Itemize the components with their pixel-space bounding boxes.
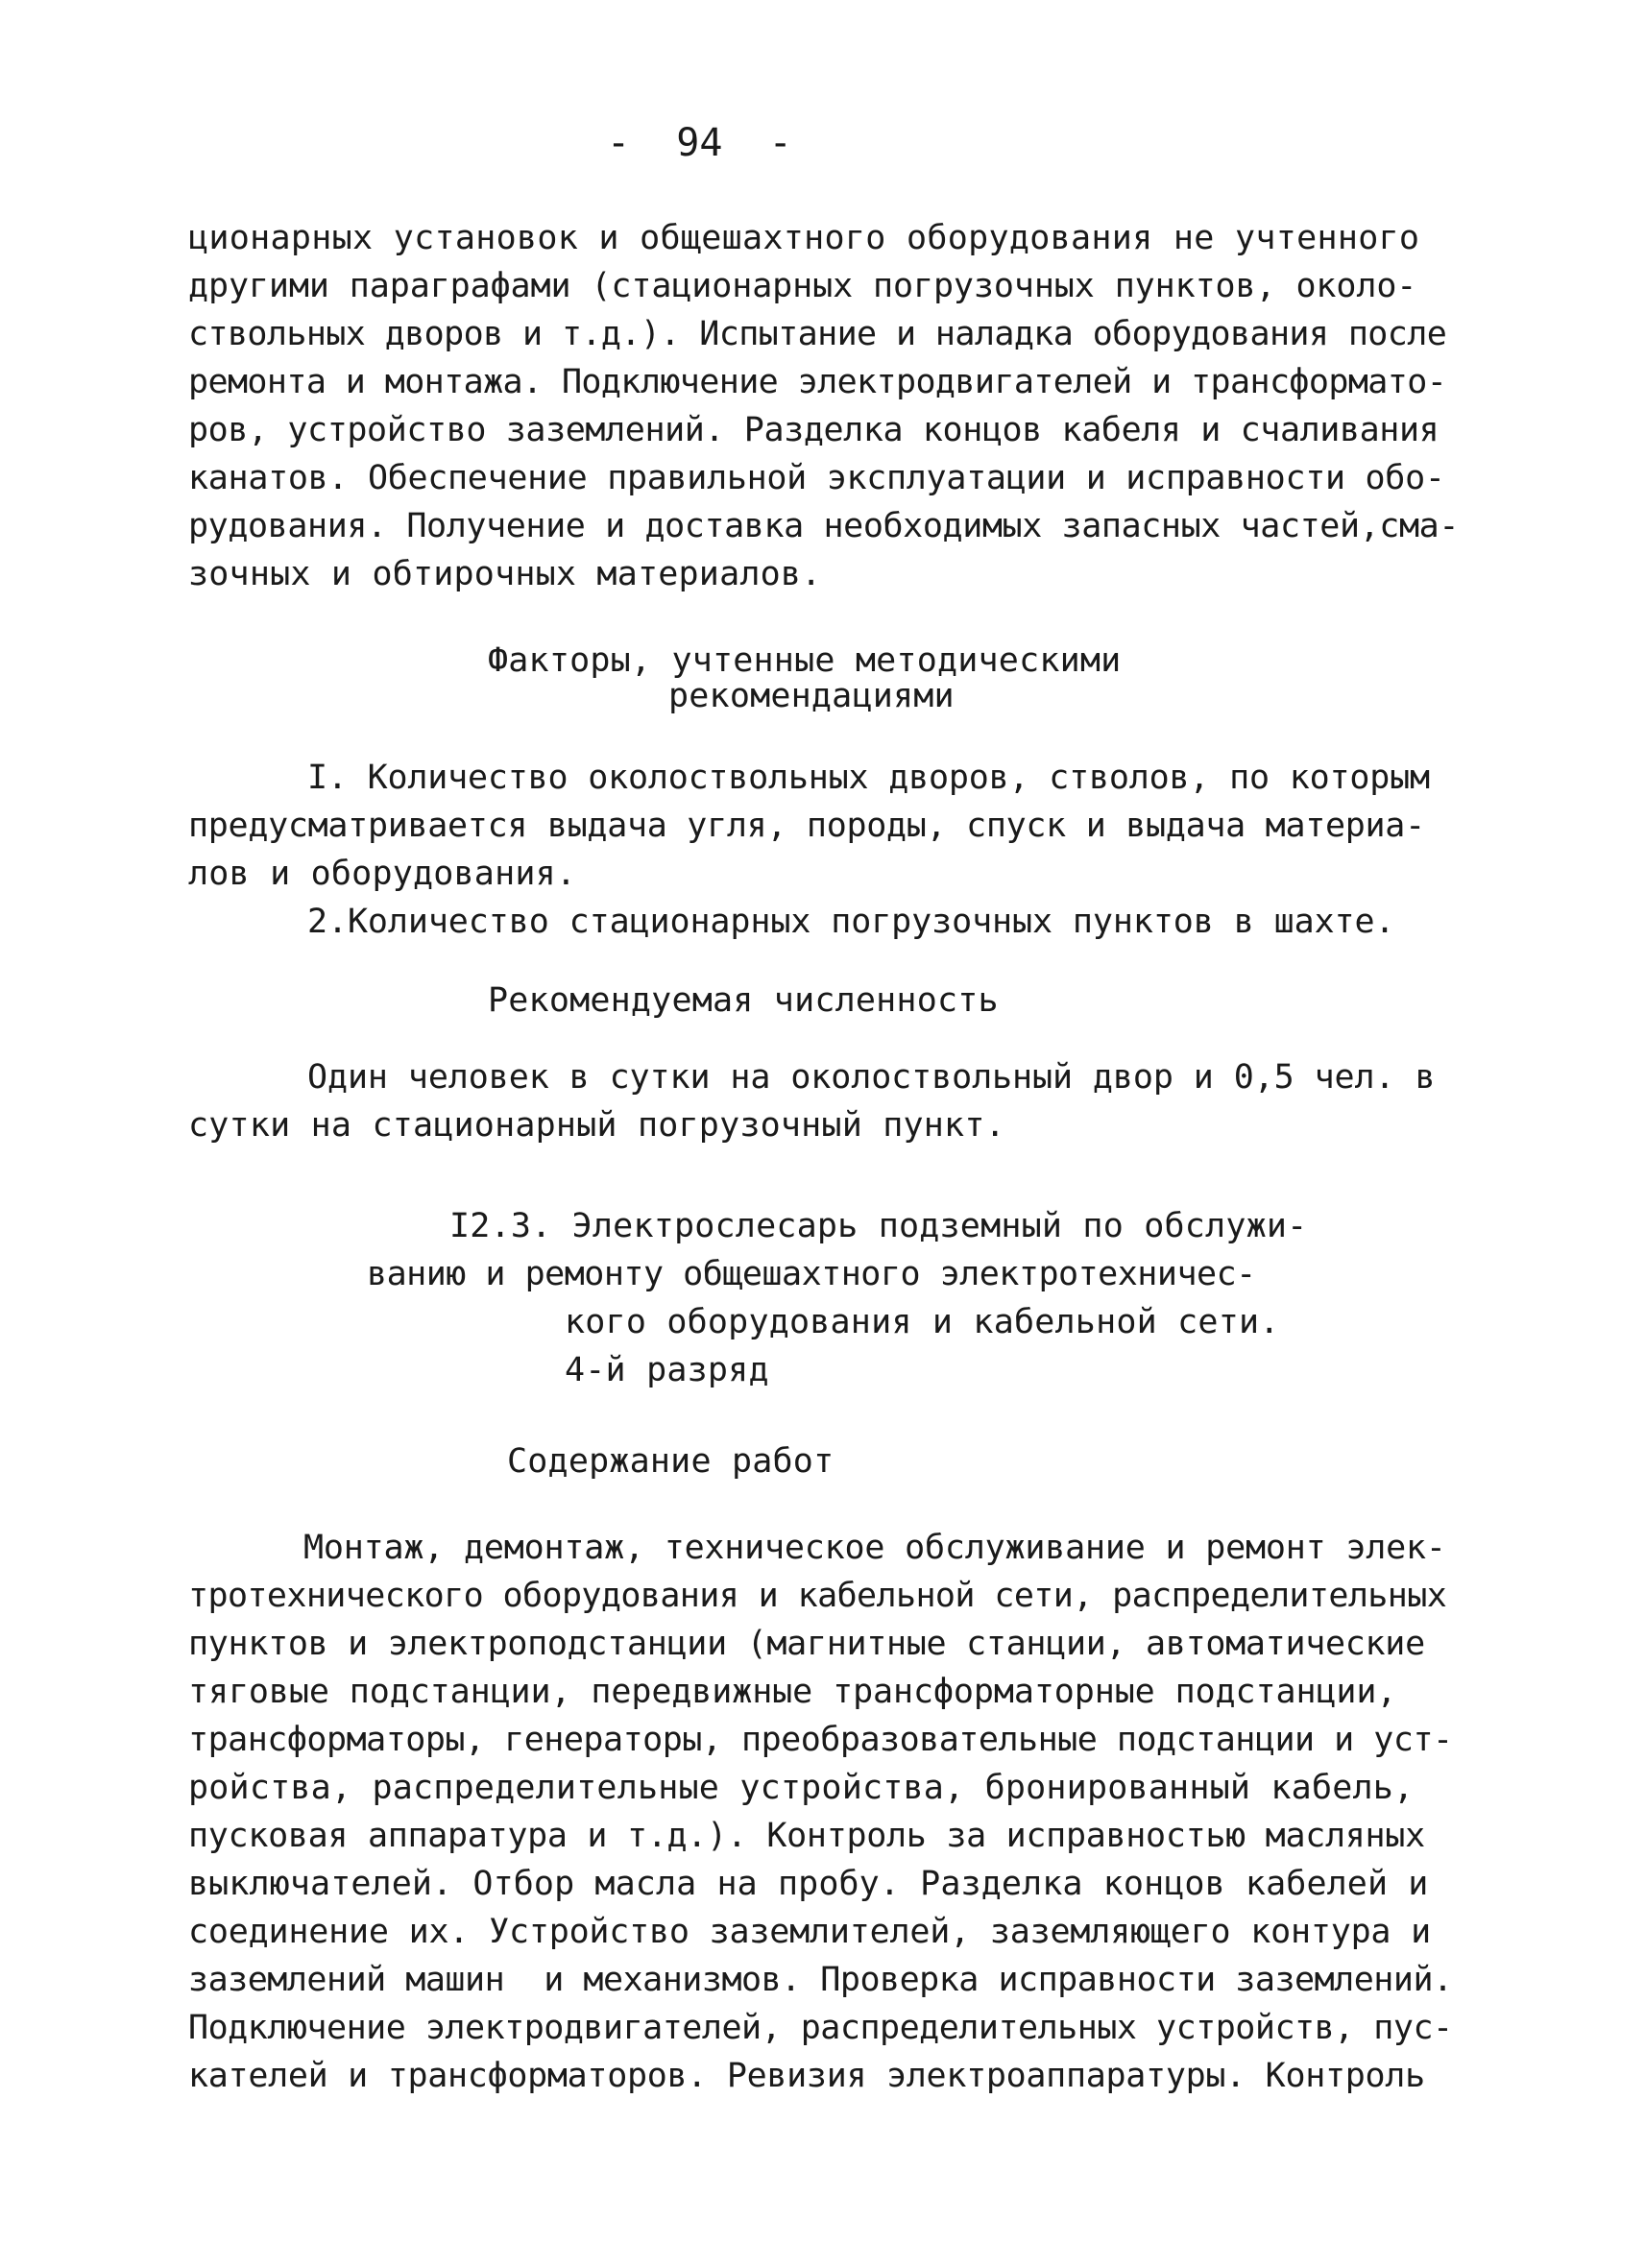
text-line: пусковая аппаратура и т.д.). Контроль за исправностью масляных bbox=[188, 1817, 1425, 1855]
text-line: тротехнического оборудования и кабельной сети, распределительных bbox=[188, 1577, 1447, 1615]
text-line: соединение их. Устройство заземлителей, заземляющего контура и bbox=[188, 1913, 1432, 1951]
text-line: рудования. Получение и доставка необходимых запасных частей,сма- bbox=[188, 507, 1459, 545]
text-line: канатов. Обеспечение правильной эксплуатации и исправности обо- bbox=[188, 459, 1445, 497]
text-line: ционарных установок и общешахтного оборудования не учтенного bbox=[188, 219, 1420, 257]
text-line: ройства, распределительные устройства, бронированный кабель, bbox=[188, 1769, 1415, 1807]
text-line: ствольных дворов и т.д.). Испытание и наладка оборудования после bbox=[188, 315, 1447, 353]
text-line: зочных и обтирочных материалов. bbox=[188, 555, 822, 593]
recommended-heading: Рекомендуемая численность bbox=[488, 981, 999, 1020]
list-item: 2.Количество стационарных погрузочных пунктов в шахте. bbox=[307, 903, 1395, 941]
page-number: - 94 - bbox=[607, 121, 792, 165]
text-line: другими параграфами (стационарных погрузочных пунктов, около- bbox=[188, 267, 1417, 305]
title-line: ванию и ремонту общешахтного электротехничес- bbox=[367, 1255, 1256, 1293]
text-line: Монтаж, демонтаж, техническое обслуживание и ремонт элек- bbox=[303, 1529, 1446, 1567]
title-line: I2.3. Электрослесарь подземный по обслужи- bbox=[449, 1207, 1308, 1245]
text-line: ремонта и монтажа. Подключение электродвигателей и трансформато- bbox=[188, 363, 1447, 401]
text-line: Подключение электродвигателей, распределительных устройств, пус- bbox=[188, 2009, 1453, 2047]
list-item: лов и оборудования. bbox=[188, 855, 577, 893]
text-line: сутки на стационарный погрузочный пункт. bbox=[188, 1106, 1005, 1145]
text-line: тяговые подстанции, передвижные трансформаторные подстанции, bbox=[188, 1673, 1397, 1711]
heading-line: рекомендациями bbox=[668, 677, 955, 715]
list-item: предусматривается выдача угля, породы, спуск и выдача материа- bbox=[188, 807, 1425, 845]
heading-line: Факторы, учтенные методическими bbox=[488, 641, 1122, 680]
text-line: Один человек в сутки на околоствольный двор и 0,5 чел. в bbox=[307, 1058, 1436, 1097]
title-line: кого оборудования и кабельной сети. bbox=[565, 1303, 1280, 1341]
text-line: трансформаторы, генераторы, преобразовательные подстанции и уст- bbox=[188, 1721, 1453, 1759]
list-item: I. Количество околоствольных дворов, стволов, по которым bbox=[307, 759, 1430, 797]
title-line: 4-й разряд bbox=[565, 1351, 769, 1389]
text-line: ров, устройство заземлений. Разделка концов кабеля и счаливания bbox=[188, 411, 1439, 449]
text-line: заземлений машин и механизмов. Проверка исправности заземлений. bbox=[188, 1961, 1453, 1999]
content-heading: Содержание работ bbox=[507, 1442, 835, 1481]
text-line: кателей и трансформаторов. Ревизия электроаппаратуры. Контроль bbox=[188, 2057, 1425, 2095]
text-line: выключателей. Отбор масла на пробу. Разделка концов кабелей и bbox=[188, 1865, 1429, 1903]
text-line: пунктов и электроподстанции (магнитные станции, автоматические bbox=[188, 1625, 1425, 1663]
